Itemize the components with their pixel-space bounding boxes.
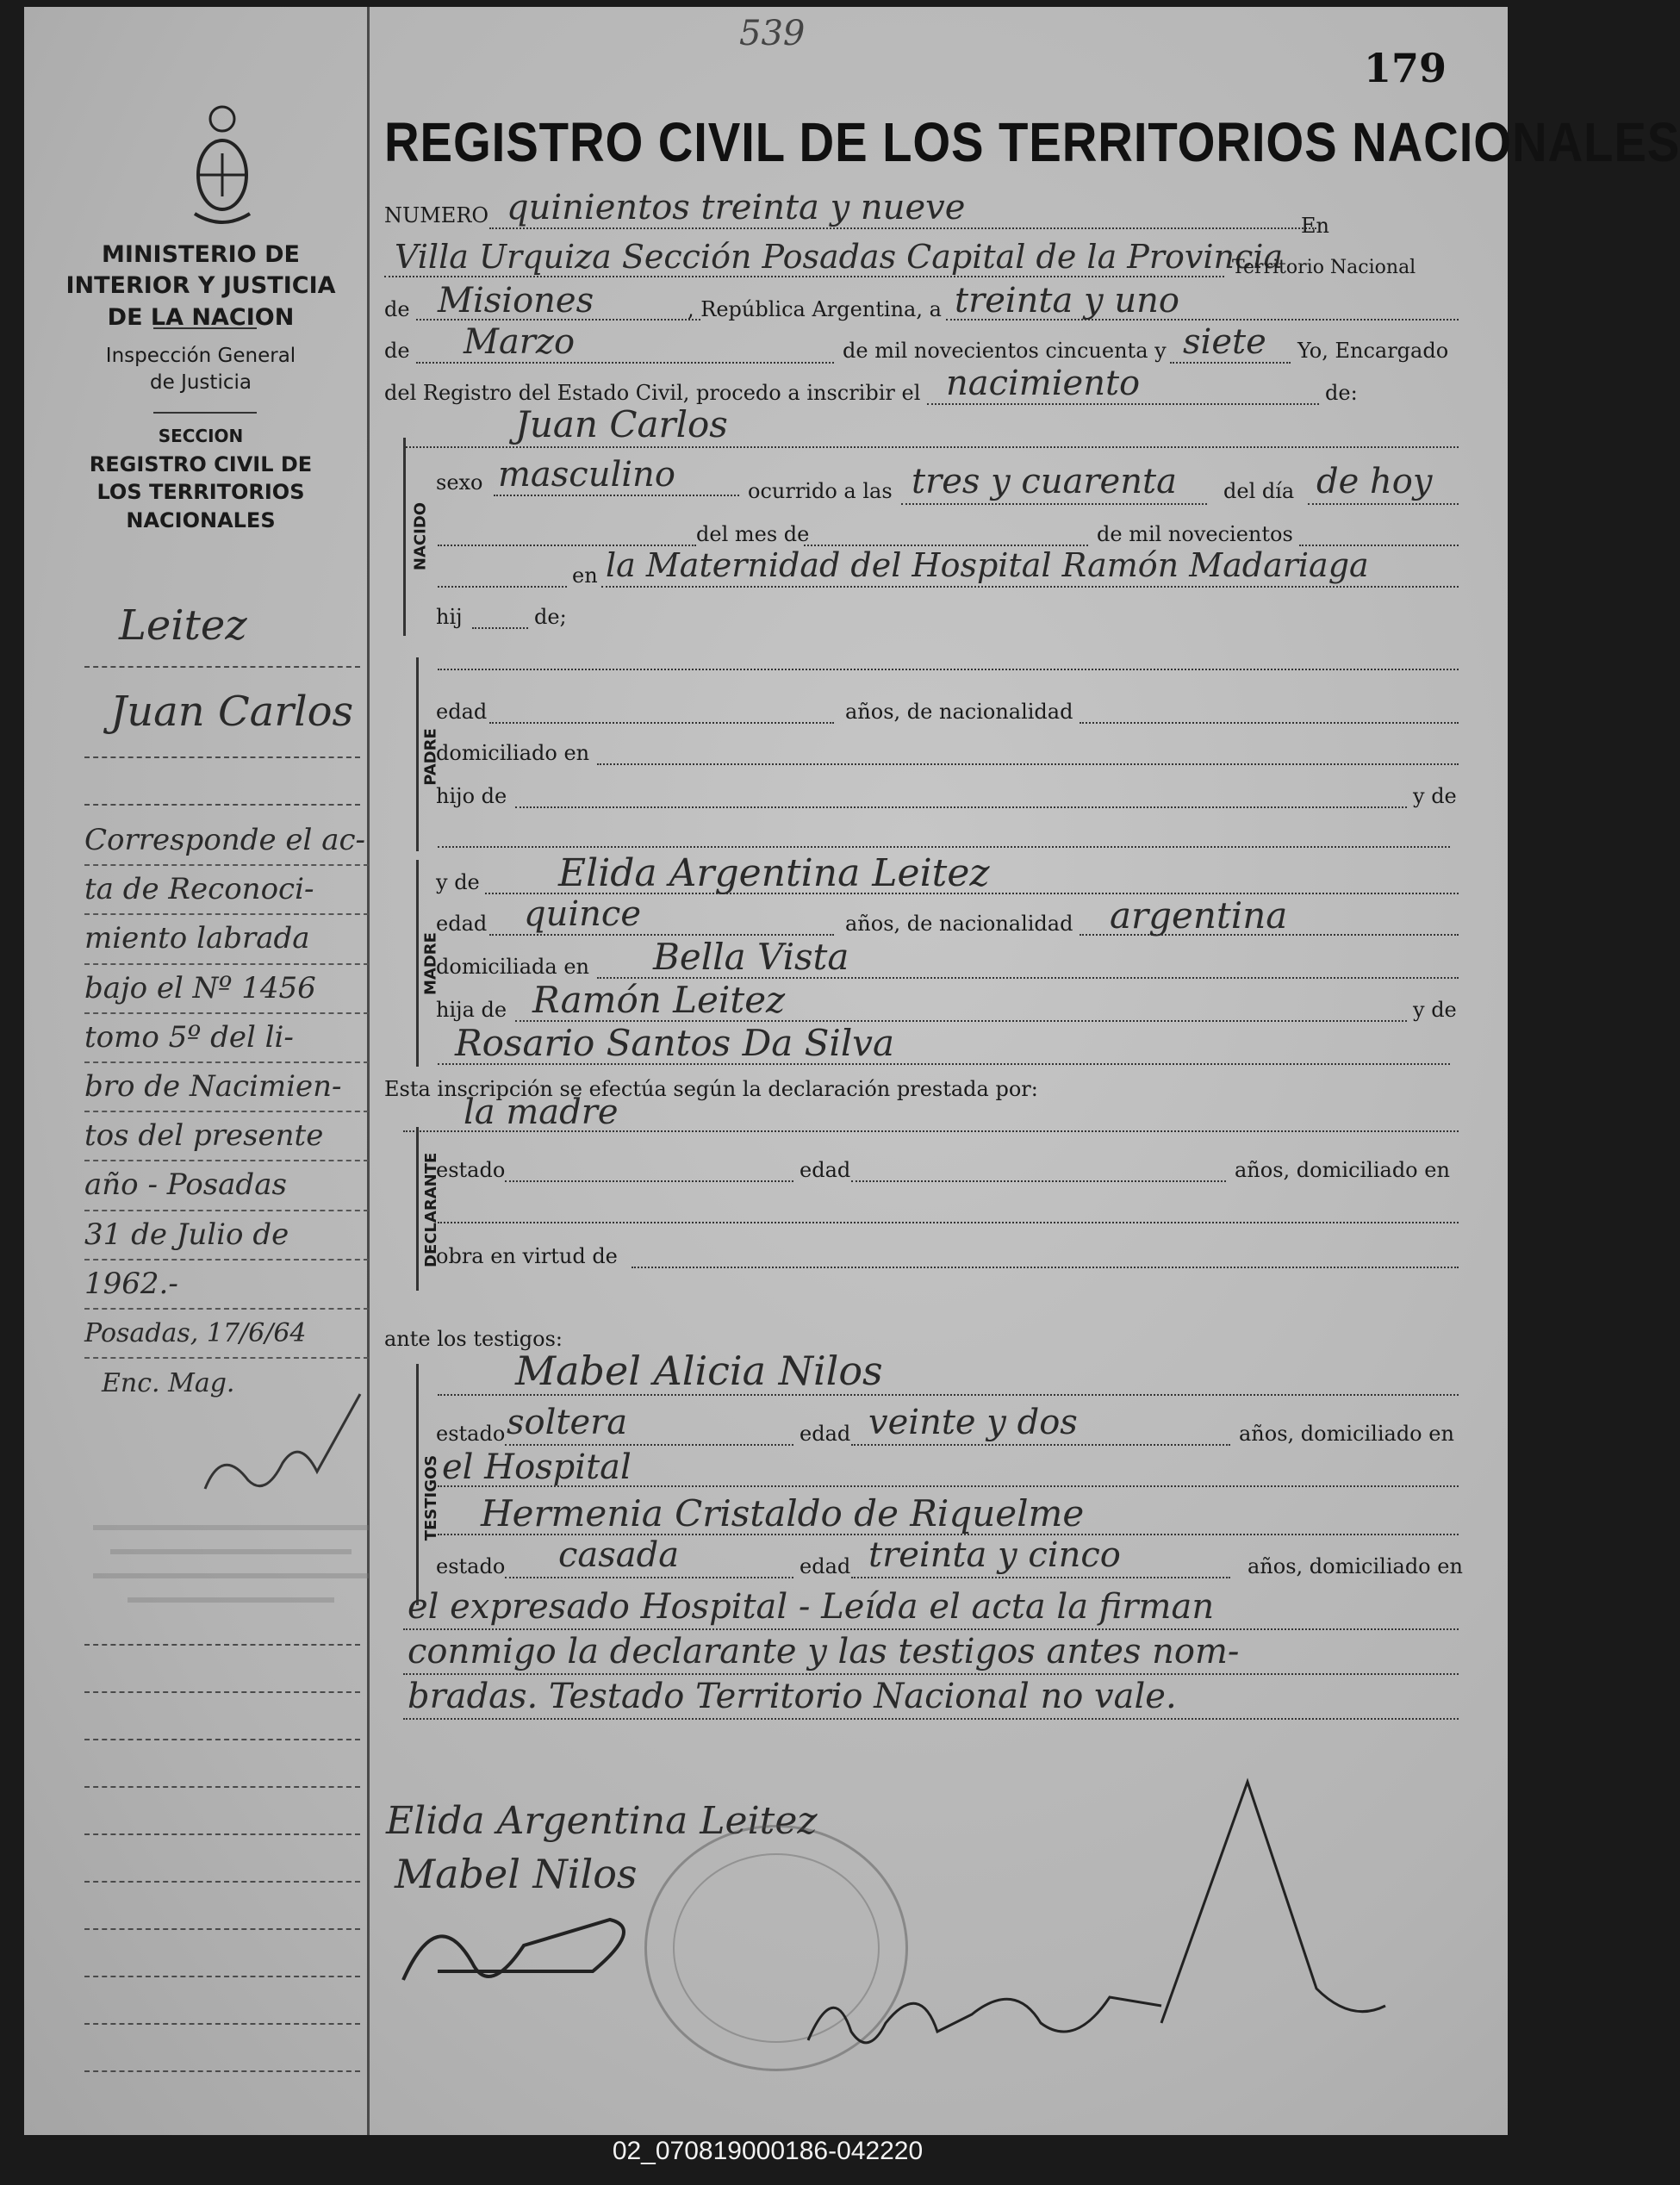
inspection-heading: Inspección General de Justicia (105, 345, 296, 395)
madre-name-value: Elida Argentina Leitez (558, 851, 990, 895)
padre-hijo-label: hijo de (436, 784, 507, 808)
sexo-value: masculino (498, 455, 675, 495)
lugar-line (601, 586, 1459, 588)
del-dia-label: del día (1223, 479, 1295, 503)
month-value: Marzo (464, 322, 576, 362)
footer-code: 02_070819000186-042220 (612, 2137, 924, 2165)
sexo-line (494, 495, 739, 496)
padre-edad-label: edad (436, 700, 488, 724)
section-name: REGISTRO CIVIL DE LOS TERRITORIOS NACIONALES (89, 452, 313, 532)
witness1-edad-value: veinte y dos (868, 1403, 1078, 1442)
month-line (416, 362, 834, 364)
padre-nacionalidad-label: años, de nacionalidad (845, 700, 1073, 724)
margin-initials: Enc. Mag. (102, 1368, 235, 1398)
margin-rule (84, 1691, 360, 1693)
witness1-edad-label: edad (800, 1422, 851, 1446)
closing-text: bradas. Testado Territorio Nacional no vale. (408, 1677, 1177, 1716)
section-heading: SECCION (158, 426, 244, 446)
closing-text: el expresado Hospital - Leída el acta la firman (408, 1587, 1215, 1627)
registrar-signature-icon (800, 1963, 1179, 2066)
del-mes-label: del mes de (696, 522, 810, 546)
margin-rule (84, 756, 360, 758)
note-line: tos del presente (84, 1112, 369, 1161)
margin-rule (84, 1786, 360, 1788)
numero-line (489, 227, 1316, 229)
act-type-line (927, 403, 1319, 405)
madre-y-de-label: y de (436, 870, 480, 894)
madre-madre-value: Rosario Santos Da Silva (455, 1022, 895, 1064)
dia-line (1308, 503, 1459, 505)
witness1-estado-line (505, 1444, 793, 1446)
witness2-anos-label: años, domiciliado en (1248, 1554, 1463, 1578)
witness2-edad-line (851, 1577, 1230, 1578)
obra-label: obra en virtud de (436, 1244, 618, 1268)
madre-nacionalidad-label: años, de nacionalidad (845, 912, 1073, 936)
declarante-edad-line (851, 1180, 1226, 1182)
blank-line (438, 586, 567, 588)
note-line: bro de Nacimien- (84, 1063, 369, 1112)
hij-line (472, 627, 528, 629)
republica-label: , República Argentina, a (688, 297, 942, 321)
margin-rule (84, 666, 360, 668)
declarante-edad-label: edad (800, 1158, 851, 1182)
hora-value: tres y cuarenta (912, 462, 1177, 501)
witness2-estado-label: estado (436, 1554, 506, 1578)
margin-rule (84, 1644, 360, 1646)
numero-label: NUMERO (384, 203, 489, 227)
padre-bottom-line (438, 846, 1450, 848)
marginal-note (84, 817, 369, 1359)
testigos-section-label: TESTIGOS (422, 1454, 440, 1541)
witness1-estado-value: soltera (507, 1403, 628, 1442)
note-line: miento labrada (84, 915, 369, 964)
witness2-estado-value: casada (558, 1535, 680, 1575)
madre-y-de-label-2: y de (1413, 998, 1457, 1022)
page-number: 179 (1364, 45, 1447, 91)
place-line (384, 276, 1224, 277)
faded-stamp (93, 1506, 369, 1618)
witness1-estado-label: estado (436, 1422, 506, 1446)
ante-testigos-label: ante los testigos: (384, 1327, 563, 1351)
note-line: Corresponde el ac- (84, 817, 369, 866)
territorio-label: Territorio Nacional (1232, 257, 1416, 278)
witness1-name-line (438, 1394, 1459, 1396)
note-line: Posadas, 17/6/64 (84, 1310, 369, 1359)
margin-given-names: Juan Carlos (110, 688, 354, 736)
madre-padre-value: Ramón Leitez (532, 979, 786, 1021)
sexo-label: sexo (436, 470, 483, 495)
note-line: tomo 5º del li- (84, 1014, 369, 1063)
witness2-name-value: Hermenia Cristaldo de Riquelme (481, 1492, 1085, 1534)
margin-rule (84, 1833, 360, 1835)
margin-rule (84, 804, 360, 806)
act-type-value: nacimiento (946, 364, 1141, 403)
lugar-value: la Maternidad del Hospital Ramón Madariaga (606, 546, 1369, 584)
witness2-estado-line (505, 1577, 793, 1578)
declarante-estado-label: estado (436, 1158, 506, 1182)
de-label: de (384, 297, 410, 321)
mil-label: de mil novecientos (1097, 522, 1293, 546)
de-label-2: de (384, 339, 410, 363)
year-line (1170, 362, 1291, 364)
de-colon-label: de: (1325, 381, 1358, 405)
encargado-label: Yo, Encargado (1297, 339, 1449, 363)
closing-line (403, 1673, 1459, 1675)
margin-divider (153, 327, 257, 329)
nacido-section-label: NACIDO (411, 501, 430, 571)
note-line: año - Posadas (84, 1161, 369, 1211)
witness2-edad-label: edad (800, 1554, 851, 1578)
signature-mabel: Mabel Nilos (395, 1851, 638, 1897)
dia-value: de hoy (1316, 462, 1433, 501)
top-annotation: 539 (739, 14, 806, 53)
numero-value: quinientos treinta y nueve (507, 188, 966, 227)
declarante-domicilio-line (438, 1222, 1459, 1223)
child-name-value: Juan Carlos (515, 403, 728, 445)
madre-edad-value: quince (524, 894, 641, 934)
margin-rule (84, 1976, 360, 1977)
margin-signature-icon (196, 1377, 369, 1515)
signature-triangle-icon (1144, 1765, 1403, 2040)
place-value: Villa Urquiza Sección Posadas Capital de la Provincia (395, 238, 1284, 276)
coat-of-arms-icon (188, 102, 257, 231)
note-line: 1962.- (84, 1261, 369, 1310)
padre-section-label: PADRE (421, 728, 440, 786)
madre-domiciliada-label: domiciliada en (436, 955, 589, 979)
note-line: ta de Reconoci- (84, 866, 369, 915)
declaracion-value: la madre (464, 1092, 619, 1132)
padre-hijo-line (515, 806, 1407, 808)
registry-page (24, 7, 1680, 2135)
en-label: En (1301, 214, 1329, 238)
registro-label: del Registro del Estado Civil, procedo a inscribir el (384, 381, 921, 405)
padre-domicilio-line (597, 763, 1459, 765)
day-value: treinta y uno (955, 281, 1179, 321)
hij-label: hij (436, 605, 463, 629)
padre-edad-line (489, 722, 834, 724)
year-value: siete (1183, 322, 1266, 362)
margin-rule (84, 1739, 360, 1740)
signature-elida: Elida Argentina Leitez (386, 1799, 818, 1843)
margin-rule (84, 2070, 360, 2072)
margin-rule (84, 1928, 360, 1930)
witness2-edad-value: treinta y cinco (868, 1535, 1121, 1575)
witness1-name-value: Mabel Alicia Nilos (515, 1348, 883, 1394)
note-line: 31 de Julio de (84, 1211, 369, 1261)
margin-divider (153, 412, 257, 414)
year-label: de mil novecientos cincuenta y (843, 339, 1167, 363)
note-line: bajo el Nº 1456 (84, 965, 369, 1014)
madre-domicilio-value: Bella Vista (653, 936, 849, 978)
margin-rule (84, 2023, 360, 2025)
padre-nacionalidad-line (1080, 722, 1459, 724)
madre-hija-label: hija de (436, 998, 507, 1022)
witness1-anos-label: años, domiciliado en (1239, 1422, 1454, 1446)
hora-line (901, 503, 1207, 505)
en-lugar-label: en (572, 563, 598, 588)
margin-column (24, 7, 370, 2135)
signature-scribble-icon (386, 1868, 731, 2006)
witness1-domicilio-value: el Hospital (442, 1447, 632, 1487)
closing-text: conmigo la declarante y las testigos antes nom- (408, 1632, 1240, 1671)
territory-value: Misiones (438, 281, 594, 321)
closing-line (403, 1628, 1459, 1630)
declarante-estado-line (505, 1180, 793, 1182)
ministry-heading: MINISTERIO DE INTERIOR Y JUSTICIA DE LA NACION (65, 241, 336, 331)
page-title: REGISTRO CIVIL DE LOS TERRITORIOS NACIONALES (384, 111, 1680, 173)
declarante-section-label: DECLARANTE (422, 1152, 440, 1267)
madre-section-label: MADRE (421, 932, 440, 995)
padre-domiciliado-label: domiciliado en (436, 741, 590, 765)
obra-line (632, 1267, 1459, 1268)
madre-edad-label: edad (436, 912, 488, 936)
padre-top-line (438, 669, 1459, 670)
declarante-anos-label: años, domiciliado en (1235, 1158, 1450, 1182)
margin-rule (84, 1881, 360, 1883)
madre-nacionalidad-value: argentina (1110, 894, 1288, 937)
margin-surname: Leitez (119, 601, 247, 650)
padre-y-de-label: y de (1413, 784, 1457, 808)
ocurrido-label: ocurrido a las (748, 479, 893, 503)
child-name-line (403, 446, 1459, 448)
declaracion-text: Esta inscripción se efectúa según la declaración prestada por: (384, 1077, 1038, 1101)
witness1-edad-line (851, 1444, 1230, 1446)
closing-line (403, 1718, 1459, 1720)
hij-de-label: de; (534, 605, 567, 629)
